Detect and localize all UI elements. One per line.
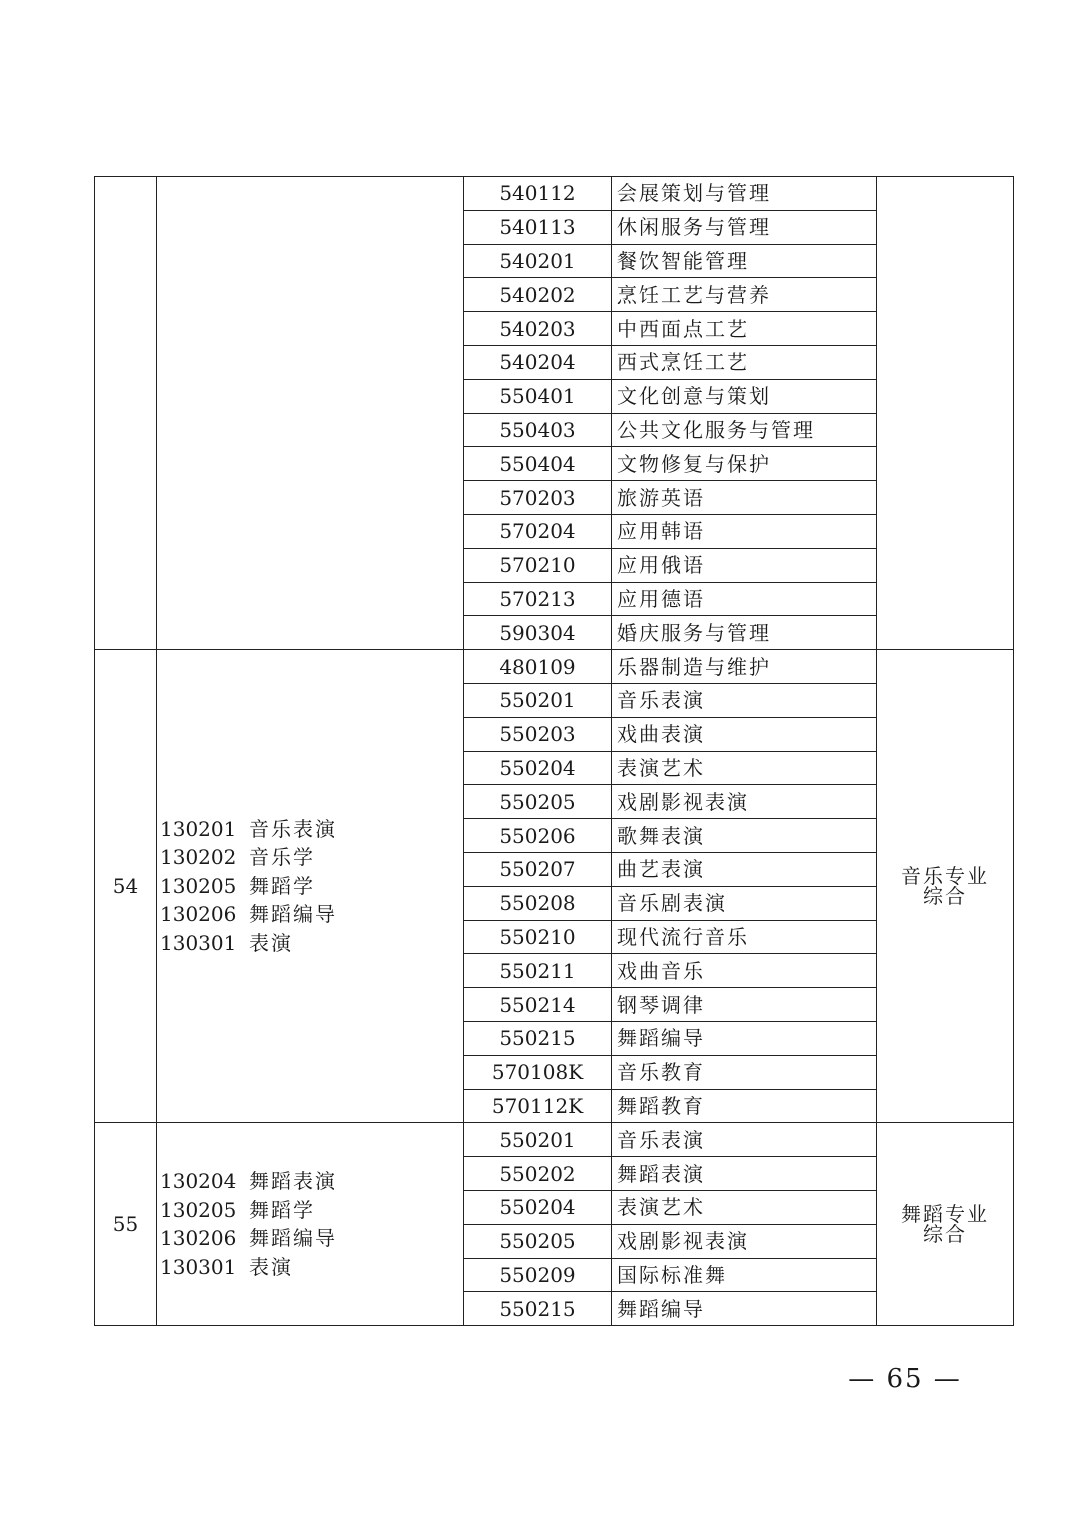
major-code-cell: 550204: [464, 751, 612, 785]
major-name-cell: 舞蹈编导: [612, 1021, 877, 1055]
major-code-cell: 550215: [464, 1021, 612, 1055]
undergrad-majors-cell: [157, 1123, 464, 1326]
major-name-cell: 国际标准舞: [612, 1258, 877, 1292]
undergrad-major-item: [160, 872, 463, 901]
undergrad-major-name: 舞蹈编导: [249, 1226, 337, 1251]
major-name-cell: 戏剧影视表演: [612, 1224, 877, 1258]
major-code-cell: 570210: [464, 548, 612, 582]
undergrad-major-code: 130204: [160, 1169, 237, 1194]
major-name-cell: 歌舞表演: [612, 819, 877, 853]
major-name-cell: 现代流行音乐: [612, 920, 877, 954]
undergrad-major-item: [160, 1167, 463, 1196]
major-name-cell: 音乐表演: [612, 683, 877, 717]
major-code-cell: 570204: [464, 514, 612, 548]
major-code-cell: 540113: [464, 210, 612, 244]
undergrad-major-item: [160, 900, 463, 929]
group-number-cell: 54: [95, 650, 157, 1123]
undergrad-major-code: 130301: [160, 1254, 237, 1279]
major-name-cell: 戏曲表演: [612, 717, 877, 751]
table-row: [95, 1123, 1014, 1157]
major-code-cell: 570203: [464, 481, 612, 515]
major-code-cell: 570108K: [464, 1055, 612, 1089]
group-number-cell: [95, 177, 157, 650]
table-row: [95, 177, 1014, 211]
major-name-cell: 表演艺术: [612, 1190, 877, 1224]
major-code-cell: 550202: [464, 1157, 612, 1191]
major-code-cell: 550205: [464, 1224, 612, 1258]
major-name-cell: 钢琴调律: [612, 988, 877, 1022]
undergrad-majors-cell: [157, 177, 464, 650]
exam-subject-cell: [877, 177, 1014, 650]
exam-subject-line: 综合: [923, 884, 967, 909]
major-name-cell: 舞蹈表演: [612, 1157, 877, 1191]
undergrad-major-code: 130205: [160, 1197, 237, 1222]
major-code-cell: 550209: [464, 1258, 612, 1292]
undergrad-major-name: 表演: [249, 930, 293, 955]
major-name-cell: 音乐教育: [612, 1055, 877, 1089]
major-code-cell: 540204: [464, 345, 612, 379]
exam-subject-cell: [877, 650, 1014, 1123]
major-code-cell: 540202: [464, 278, 612, 312]
major-mapping-table: [94, 176, 1014, 1326]
major-name-cell: 文化创意与策划: [612, 379, 877, 413]
major-code-cell: 550214: [464, 988, 612, 1022]
major-name-cell: 烹饪工艺与营养: [612, 278, 877, 312]
exam-subject-line: 音乐专业: [901, 864, 989, 889]
major-code-cell: 540203: [464, 312, 612, 346]
major-code-cell: 550206: [464, 819, 612, 853]
major-code-cell: 550403: [464, 413, 612, 447]
undergrad-major-name: 表演: [249, 1254, 293, 1279]
major-name-cell: 餐饮智能管理: [612, 244, 877, 278]
undergrad-major-item: [160, 1196, 463, 1225]
undergrad-major-item: [160, 1224, 463, 1253]
major-code-cell: 550201: [464, 1123, 612, 1157]
undergrad-major-name: 舞蹈学: [249, 1197, 315, 1222]
major-code-cell: 550203: [464, 717, 612, 751]
major-code-cell: 550404: [464, 447, 612, 481]
major-code-cell: 550201: [464, 683, 612, 717]
major-code-cell: 570112K: [464, 1089, 612, 1123]
undergrad-major-name: 舞蹈学: [249, 873, 315, 898]
major-name-cell: 舞蹈教育: [612, 1089, 877, 1123]
major-name-cell: 西式烹饪工艺: [612, 345, 877, 379]
major-code-cell: 550401: [464, 379, 612, 413]
major-name-cell: 舞蹈编导: [612, 1292, 877, 1326]
undergrad-major-name: 舞蹈编导: [249, 902, 337, 927]
major-code-cell: 540112: [464, 177, 612, 211]
undergrad-major-code: 130202: [160, 845, 237, 870]
major-code-cell: 590304: [464, 616, 612, 650]
undergrad-major-item: [160, 815, 463, 844]
major-name-cell: 应用德语: [612, 582, 877, 616]
major-code-cell: 570213: [464, 582, 612, 616]
major-name-cell: 戏曲音乐: [612, 954, 877, 988]
major-code-cell: 550210: [464, 920, 612, 954]
major-name-cell: 曲艺表演: [612, 852, 877, 886]
undergrad-major-code: 130206: [160, 1226, 237, 1251]
group-number-cell: 55: [95, 1123, 157, 1326]
major-name-cell: 休闲服务与管理: [612, 210, 877, 244]
undergrad-major-name: 音乐表演: [249, 816, 337, 841]
undergrad-major-code: 130201: [160, 816, 237, 841]
undergrad-major-name: 音乐学: [249, 845, 315, 870]
major-name-cell: 乐器制造与维护: [612, 650, 877, 684]
major-name-cell: 旅游英语: [612, 481, 877, 515]
page-number: — 65 —: [848, 1364, 962, 1394]
major-name-cell: 婚庆服务与管理: [612, 616, 877, 650]
undergrad-major-item: [160, 1253, 463, 1282]
major-name-cell: 文物修复与保护: [612, 447, 877, 481]
major-name-cell: 应用俄语: [612, 548, 877, 582]
major-name-cell: 戏剧影视表演: [612, 785, 877, 819]
major-code-cell: 550215: [464, 1292, 612, 1326]
exam-subject-line: 舞蹈专业: [901, 1202, 989, 1227]
major-name-cell: 会展策划与管理: [612, 177, 877, 211]
exam-subject-line: 综合: [923, 1222, 967, 1247]
major-name-cell: 应用韩语: [612, 514, 877, 548]
major-code-cell: 480109: [464, 650, 612, 684]
major-name-cell: 公共文化服务与管理: [612, 413, 877, 447]
major-name-cell: 中西面点工艺: [612, 312, 877, 346]
major-name-cell: 音乐表演: [612, 1123, 877, 1157]
major-code-cell: 550211: [464, 954, 612, 988]
major-code-cell: 540201: [464, 244, 612, 278]
undergrad-major-item: [160, 843, 463, 872]
undergrad-major-name: 舞蹈表演: [249, 1169, 337, 1194]
major-code-cell: 550205: [464, 785, 612, 819]
major-code-cell: 550207: [464, 852, 612, 886]
major-name-cell: 音乐剧表演: [612, 886, 877, 920]
undergrad-major-item: [160, 929, 463, 958]
table-row: [95, 650, 1014, 684]
undergrad-major-code: 130205: [160, 873, 237, 898]
undergrad-majors-cell: [157, 650, 464, 1123]
major-code-cell: 550204: [464, 1190, 612, 1224]
major-name-cell: 表演艺术: [612, 751, 877, 785]
exam-subject-cell: [877, 1123, 1014, 1326]
major-code-cell: 550208: [464, 886, 612, 920]
undergrad-major-code: 130301: [160, 930, 237, 955]
undergrad-major-code: 130206: [160, 902, 237, 927]
